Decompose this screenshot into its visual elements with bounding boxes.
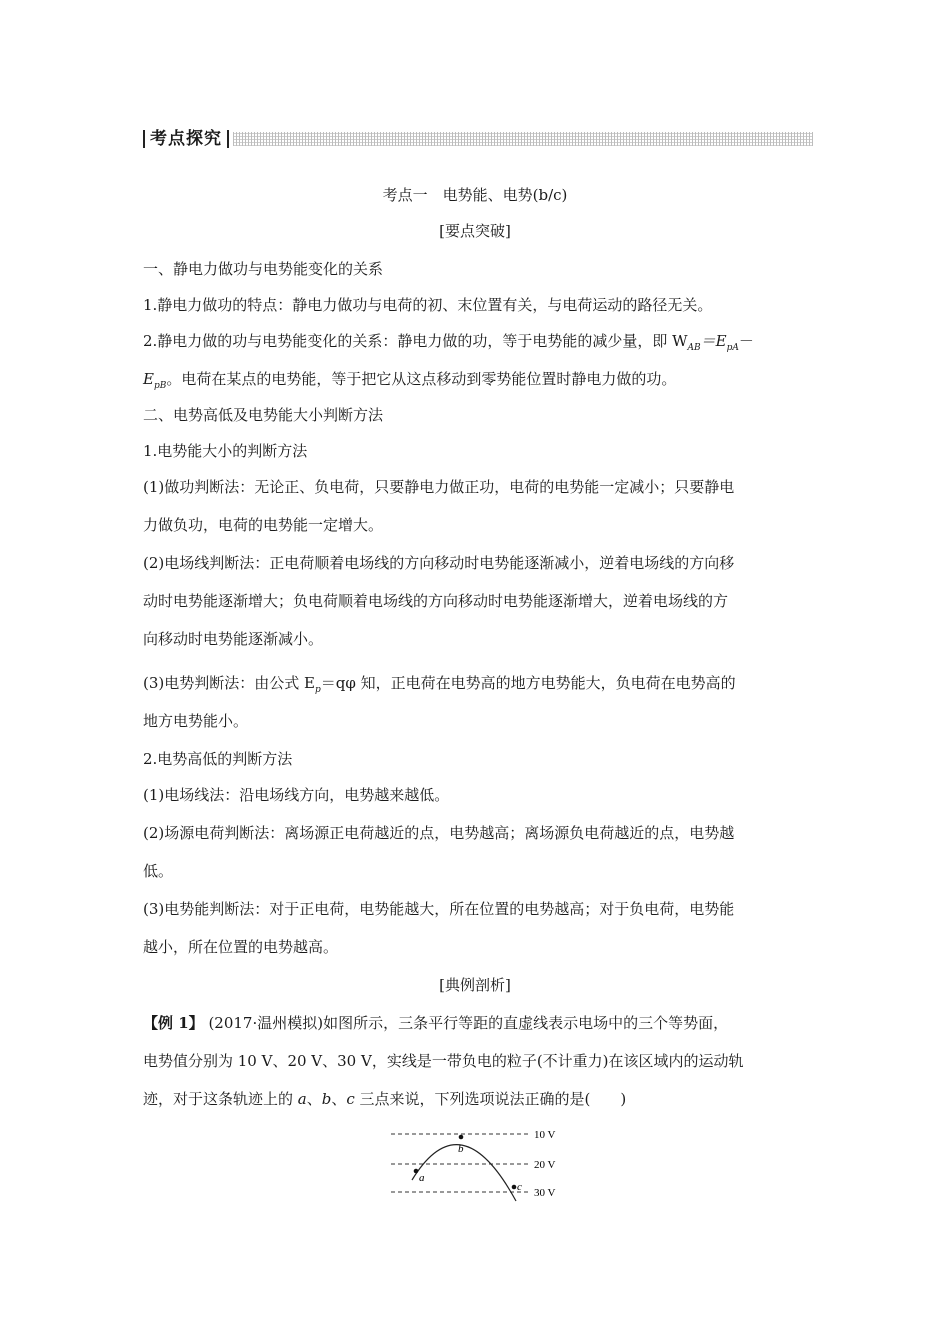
text-segment: E bbox=[143, 370, 154, 388]
trajectory-curve bbox=[412, 1145, 516, 1201]
text-segment: ＝E bbox=[700, 332, 727, 350]
text-segment: 2.静电力做的功与电势能变化的关系：静电力做的功，等于电势能的减少量，即 W bbox=[143, 332, 688, 350]
text-line: (3)电势能判断法：对于正电荷，电势能越大，所在位置的电势越高；对于负电荷，电势能 bbox=[143, 900, 735, 918]
banner-divider bbox=[227, 130, 229, 148]
text-line: 二、电势高低及电势能大小判断方法 bbox=[143, 406, 384, 424]
text-line bbox=[143, 331, 754, 358]
example-line bbox=[143, 1013, 728, 1033]
text-line: (1)电场线法：沿电场线方向，电势越来越低。 bbox=[143, 786, 450, 804]
subscript: pA bbox=[726, 343, 739, 353]
point-ref: a bbox=[297, 1090, 307, 1108]
section-banner bbox=[143, 128, 813, 150]
text-segment: (3)电势判断法：由公式 E bbox=[143, 674, 315, 692]
example-line bbox=[143, 1089, 626, 1109]
point-ref: c bbox=[346, 1090, 355, 1108]
text-line: (1)做功判断法：无论正、负电荷，只要静电力做正功，电荷的电势能一定减小；只要静电 bbox=[143, 478, 735, 496]
text-line: 1.电势能大小的判断方法 bbox=[143, 442, 308, 460]
banner-title: 考点探究 bbox=[150, 129, 222, 149]
point-b-label: b bbox=[458, 1143, 464, 1155]
text-line: 地方电势能小。 bbox=[143, 712, 249, 730]
subscript: p bbox=[314, 685, 321, 695]
text-line: 向移动时电势能逐渐减小。 bbox=[143, 630, 324, 648]
text-line: 力做负功，电荷的电势能一定增大。 bbox=[143, 516, 384, 534]
section-title: 考点一 电势能、电势(b/c) bbox=[382, 186, 568, 204]
text-line: 2.电势高低的判断方法 bbox=[143, 750, 293, 768]
text-segment: 。电荷在某点的电势能，等于把它从这点移动到零势能位置时静电力做的功。 bbox=[166, 370, 677, 388]
text-segment: － bbox=[738, 332, 754, 350]
subsection-heading: [典例剖析] bbox=[439, 976, 511, 994]
potential-label-10v: 10 V bbox=[534, 1129, 556, 1141]
banner-left-bar bbox=[143, 130, 145, 148]
text-line: 1.静电力做功的特点：静电力做功与电荷的初、末位置有关，与电荷运动的路径无关。 bbox=[143, 296, 713, 314]
equipotential-figure bbox=[388, 1124, 568, 1206]
text-line: (2)电场线判断法：正电荷顺着电场线的方向移动时电势能逐渐减小，逆着电场线的方向移 bbox=[143, 554, 735, 572]
subscript: AB bbox=[687, 343, 701, 353]
text-line: 一、静电力做功与电势能变化的关系 bbox=[143, 260, 384, 278]
point-c-marker bbox=[512, 1185, 517, 1190]
potential-label-20v: 20 V bbox=[534, 1159, 556, 1171]
text-segment: (2017·温州模拟)如图所示，三条平行等距的直虚线表示电场中的三个等势面， bbox=[203, 1014, 729, 1032]
example-label: 【例 1】 bbox=[143, 1014, 204, 1032]
text-line: 低。 bbox=[143, 862, 174, 880]
banner-pattern bbox=[233, 132, 813, 146]
point-a-marker bbox=[414, 1169, 419, 1174]
text-segment: 三点来说，下列选项说法正确的是( ) bbox=[354, 1090, 627, 1108]
text-segment: ＝qφ 知，正电荷在电势高的地方电势能大，负电荷在电势高的 bbox=[320, 674, 736, 692]
text-line: 动时电势能逐渐增大；负电荷顺着电场线的方向移动时电势能逐渐增大，逆着电场线的方 bbox=[143, 592, 729, 610]
text-line: (2)场源电荷判断法：离场源正电荷越近的点，电势越高；离场源负电荷越近的点，电势越 bbox=[143, 824, 735, 842]
point-ref: b bbox=[321, 1090, 332, 1108]
potential-label-30v: 30 V bbox=[534, 1187, 556, 1199]
point-b-marker bbox=[459, 1135, 464, 1140]
point-c-label: c bbox=[517, 1181, 522, 1193]
subscript: pB bbox=[153, 381, 167, 391]
point-a-label: a bbox=[419, 1172, 425, 1184]
text-segment: 、 bbox=[306, 1090, 322, 1108]
text-segment: 、 bbox=[331, 1090, 347, 1108]
text-line: 越小，所在位置的电势越高。 bbox=[143, 938, 339, 956]
text-line bbox=[143, 673, 736, 700]
text-segment: 迹，对于这条轨迹上的 bbox=[143, 1090, 298, 1108]
text-line bbox=[143, 369, 676, 396]
example-line: 电势值分别为 10 V、20 V、30 V，实线是一带负电的粒子(不计重力)在该区域内的运动轨 bbox=[143, 1052, 744, 1070]
subsection-heading: [要点突破] bbox=[439, 222, 511, 240]
